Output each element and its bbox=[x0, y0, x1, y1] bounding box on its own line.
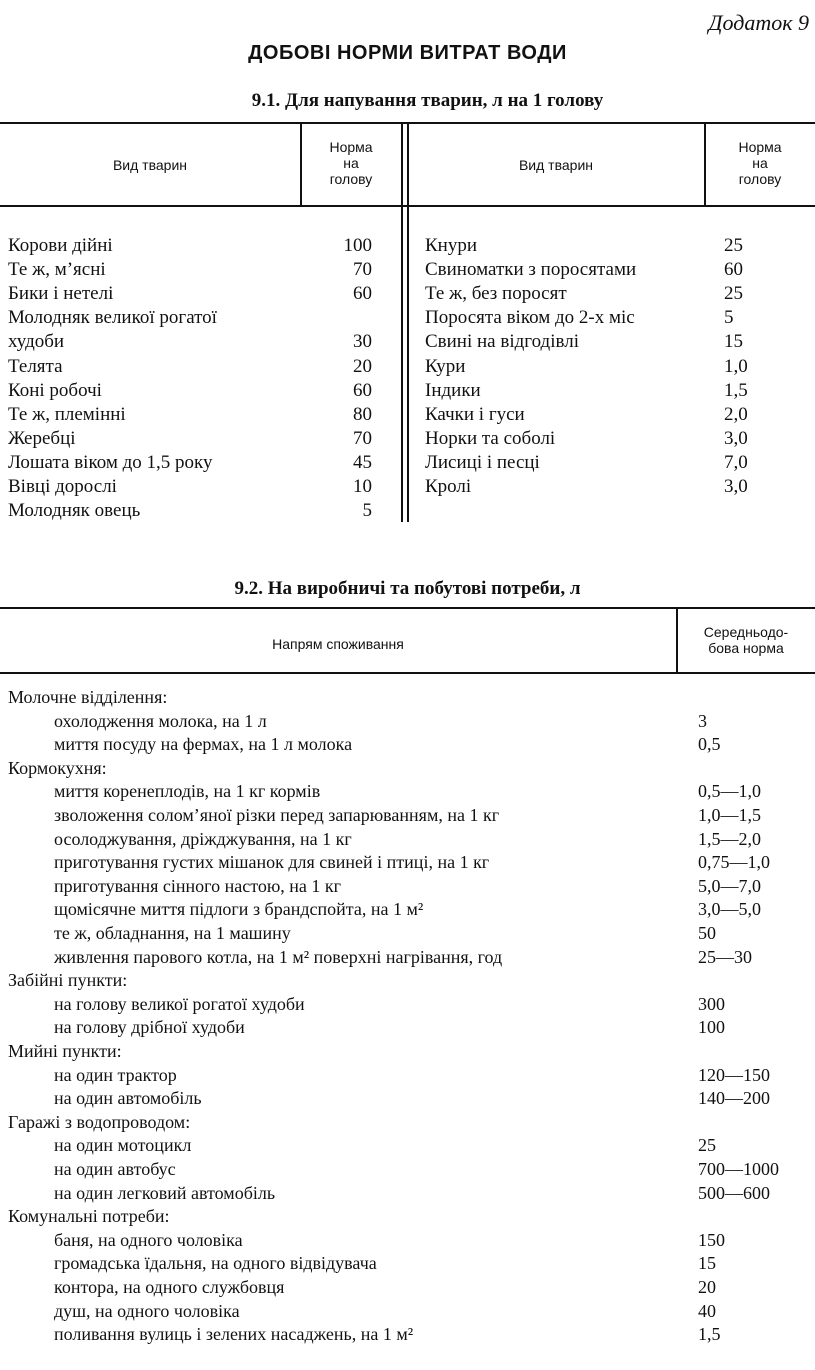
appendix-label: Додаток 9 bbox=[708, 10, 809, 35]
table2-group-heading: Молочне відділення: bbox=[8, 687, 168, 707]
table1-right-norm-cell: 7,0 bbox=[724, 451, 748, 473]
table2-item-cell: приготування сінного настою, на 1 кг bbox=[54, 875, 342, 896]
table1-subtitle: 9.1. Для напування тварин, л на 1 голову bbox=[251, 90, 604, 111]
table1-left-norm-cell: 30 bbox=[353, 331, 372, 353]
table2-norm-cell: 25 bbox=[698, 1135, 716, 1156]
table2-norm-cell: 700—1000 bbox=[698, 1159, 779, 1179]
table2-item-cell: поливання вулиць і зелених насаджень, на 1 м² bbox=[54, 1324, 414, 1345]
table1-right-species-cell: Лисиці і песці bbox=[425, 451, 540, 473]
table1-left-species-cell: Те ж, племінні bbox=[8, 403, 126, 425]
table2-item-cell: громадська їдальня, на одного відвідувача bbox=[54, 1253, 377, 1274]
table1-right-norm-cell: 1,0 bbox=[724, 355, 748, 377]
table1-left-norm-cell: 70 bbox=[353, 427, 372, 449]
table1-left-norm-cell: 60 bbox=[353, 379, 372, 401]
table1-right-species-header: Вид тварин bbox=[518, 157, 594, 173]
table1-right-species-cell: Свині на відгодівлі bbox=[425, 331, 579, 353]
table2-item-cell: зволоження солом’яної різки перед запарюванням, на 1 кг bbox=[54, 805, 500, 825]
table1-left-species-cell: Коні робочі bbox=[8, 379, 102, 401]
table2-group-heading: Забійні пункти: bbox=[8, 970, 128, 991]
table2-norm-cell: 40 bbox=[698, 1300, 716, 1321]
table2-item-cell: охолодження молока, на 1 л bbox=[54, 710, 267, 731]
table2-item-cell: на один мотоцикл bbox=[54, 1135, 192, 1156]
table2-item-cell: миття коренеплодів, на 1 кг кормів bbox=[54, 781, 321, 802]
table2-norm-cell: 150 bbox=[698, 1229, 725, 1250]
table1-left-species-cell: Молодняк великої рогатої bbox=[8, 307, 217, 329]
table2-norm-cell: 25—30 bbox=[698, 946, 752, 967]
table1-right-species-cell: Свиноматки з поросятами bbox=[425, 259, 637, 281]
table1-right-species-cell: Кури bbox=[425, 355, 466, 377]
table2-group-heading: Кормокухня: bbox=[8, 757, 107, 778]
table1-right-norm-cell: 60 bbox=[724, 259, 743, 281]
table1-left-species-cell: Корови дійні bbox=[8, 235, 113, 256]
table1-right-norm-cell: 3,0 bbox=[724, 476, 748, 497]
page-title: ДОБОВІ НОРМИ ВИТРАТ ВОДИ bbox=[248, 42, 567, 64]
table2-item-cell: контора, на одного службовця bbox=[54, 1277, 285, 1297]
table1-left-norm-header: Норма на голову bbox=[329, 139, 373, 187]
table1-left-norm-cell: 20 bbox=[353, 355, 372, 377]
table2-group-heading: Комунальні потреби: bbox=[8, 1206, 170, 1227]
table2-norm-cell: 3 bbox=[698, 710, 707, 731]
table2-item-cell: щомісячне миття підлоги з брандспойта, на 1 м² bbox=[54, 899, 424, 920]
table1-right-norm-cell: 5 bbox=[724, 307, 734, 329]
table1-left-species-cell: Лошата віком до 1,5 року bbox=[8, 451, 213, 473]
table2-norm-cell: 0,5—1,0 bbox=[698, 781, 761, 802]
table1-right-norm-cell: 3,0 bbox=[724, 427, 748, 449]
table2-item-cell: те ж, обладнання, на 1 машину bbox=[54, 923, 291, 943]
table2-norm-cell: 50 bbox=[698, 923, 716, 943]
table2-norm-cell: 5,0—7,0 bbox=[698, 875, 761, 896]
table1-right-species-cell: Кролі bbox=[425, 476, 472, 497]
table1-left-norm-cell: 100 bbox=[343, 235, 372, 256]
table1-left-norm-cell: 60 bbox=[353, 283, 372, 305]
table1-right-species-cell: Те ж, без поросят bbox=[425, 283, 567, 305]
table2-item-cell: на один трактор bbox=[54, 1064, 177, 1085]
table2-item-cell: душ, на одного чоловіка bbox=[54, 1300, 240, 1321]
table1-left-species-cell: Жеребці bbox=[8, 427, 76, 449]
table2-item-cell: приготування густих мішанок для свиней і птиці, на 1 кг bbox=[54, 852, 490, 873]
table2-norm-cell: 300 bbox=[698, 993, 725, 1014]
table2-norm-cell: 1,0—1,5 bbox=[698, 805, 761, 825]
table1-right-species-cell: Індики bbox=[425, 379, 481, 401]
table2-norm-cell: 1,5—2,0 bbox=[698, 828, 761, 849]
table1-left-norm-cell: 10 bbox=[353, 476, 372, 497]
table2-norm-cell: 100 bbox=[698, 1017, 725, 1038]
table2-subtitle: 9.2. На виробничі та побутові потреби, л bbox=[234, 578, 581, 599]
table2-norm-cell: 1,5 bbox=[698, 1324, 721, 1345]
table2-norm-cell: 140—200 bbox=[698, 1088, 770, 1109]
table2-item-cell: на один автомобіль bbox=[54, 1088, 202, 1109]
table1-left-species-cell: Телята bbox=[8, 355, 63, 377]
table1-left-norm-cell: 5 bbox=[362, 500, 372, 522]
table1-right-species-cell: Качки і гуси bbox=[425, 403, 525, 425]
table1-right-species-cell: Поросята віком до 2-х міс bbox=[425, 307, 635, 329]
table1-left-norm-cell: 80 bbox=[353, 403, 372, 425]
table1-left-species-cell: Бики і нетелі bbox=[8, 283, 114, 305]
table2-norm-cell: 20 bbox=[698, 1277, 716, 1297]
table1-left-species-cell: Вівці дорослі bbox=[8, 476, 117, 497]
table1-right-norm-cell: 2,0 bbox=[724, 403, 748, 425]
table2-norm-cell: 500—600 bbox=[698, 1182, 770, 1203]
table2-item-cell: на один легковий автомобіль bbox=[54, 1182, 276, 1203]
table2-item-cell: на голову великої рогатої худоби bbox=[54, 993, 305, 1014]
table2-item-cell: миття посуду на фермах, на 1 л молока bbox=[54, 734, 353, 755]
table2-item-cell: осолоджування, дріжджування, на 1 кг bbox=[54, 828, 352, 849]
table1-left-norm-cell: 45 bbox=[353, 451, 372, 473]
table2-item-cell: баня, на одного чоловіка bbox=[54, 1229, 243, 1250]
table1-left-species-cell: Те ж, м’ясні bbox=[8, 259, 106, 281]
table1-right-norm-cell: 15 bbox=[724, 331, 743, 353]
table1-right-norm-cell: 1,5 bbox=[724, 379, 748, 401]
table1-left-species-header: Вид тварин bbox=[112, 157, 188, 173]
table2-norm-cell: 120—150 bbox=[698, 1064, 770, 1085]
table1-right-species-cell: Норки та соболі bbox=[425, 427, 556, 449]
table2-norm-cell: 15 bbox=[698, 1253, 716, 1274]
table1-right-norm-header: Норма на голову bbox=[738, 139, 782, 187]
table1-right-species-cell: Кнури bbox=[425, 235, 478, 256]
table2-item-cell: на голову дрібної худоби bbox=[54, 1017, 245, 1038]
table1-left-norm-cell: 70 bbox=[353, 259, 372, 281]
table2-direction-header: Напрям споживання bbox=[272, 636, 404, 652]
table1-left-species-cell: Молодняк овець bbox=[8, 500, 141, 522]
table1-left-species-cell: худоби bbox=[8, 331, 65, 353]
table2-group-heading: Гаражі з водопроводом: bbox=[8, 1111, 191, 1132]
table2-norm-cell: 3,0—5,0 bbox=[698, 899, 761, 920]
table2-group-heading: Мийні пункти: bbox=[8, 1041, 122, 1061]
table2-norm-cell: 0,5 bbox=[698, 734, 721, 755]
table2-norm-cell: 0,75—1,0 bbox=[698, 852, 770, 873]
table1-right-norm-cell: 25 bbox=[724, 235, 743, 256]
table2-norm-header: Середньодо- бова норма bbox=[703, 624, 789, 656]
table1-right-norm-cell: 25 bbox=[724, 283, 743, 305]
table2-item-cell: живлення парового котла, на 1 м² поверхні нагрівання, год bbox=[54, 946, 503, 967]
table2-item-cell: на один автобус bbox=[54, 1159, 176, 1179]
